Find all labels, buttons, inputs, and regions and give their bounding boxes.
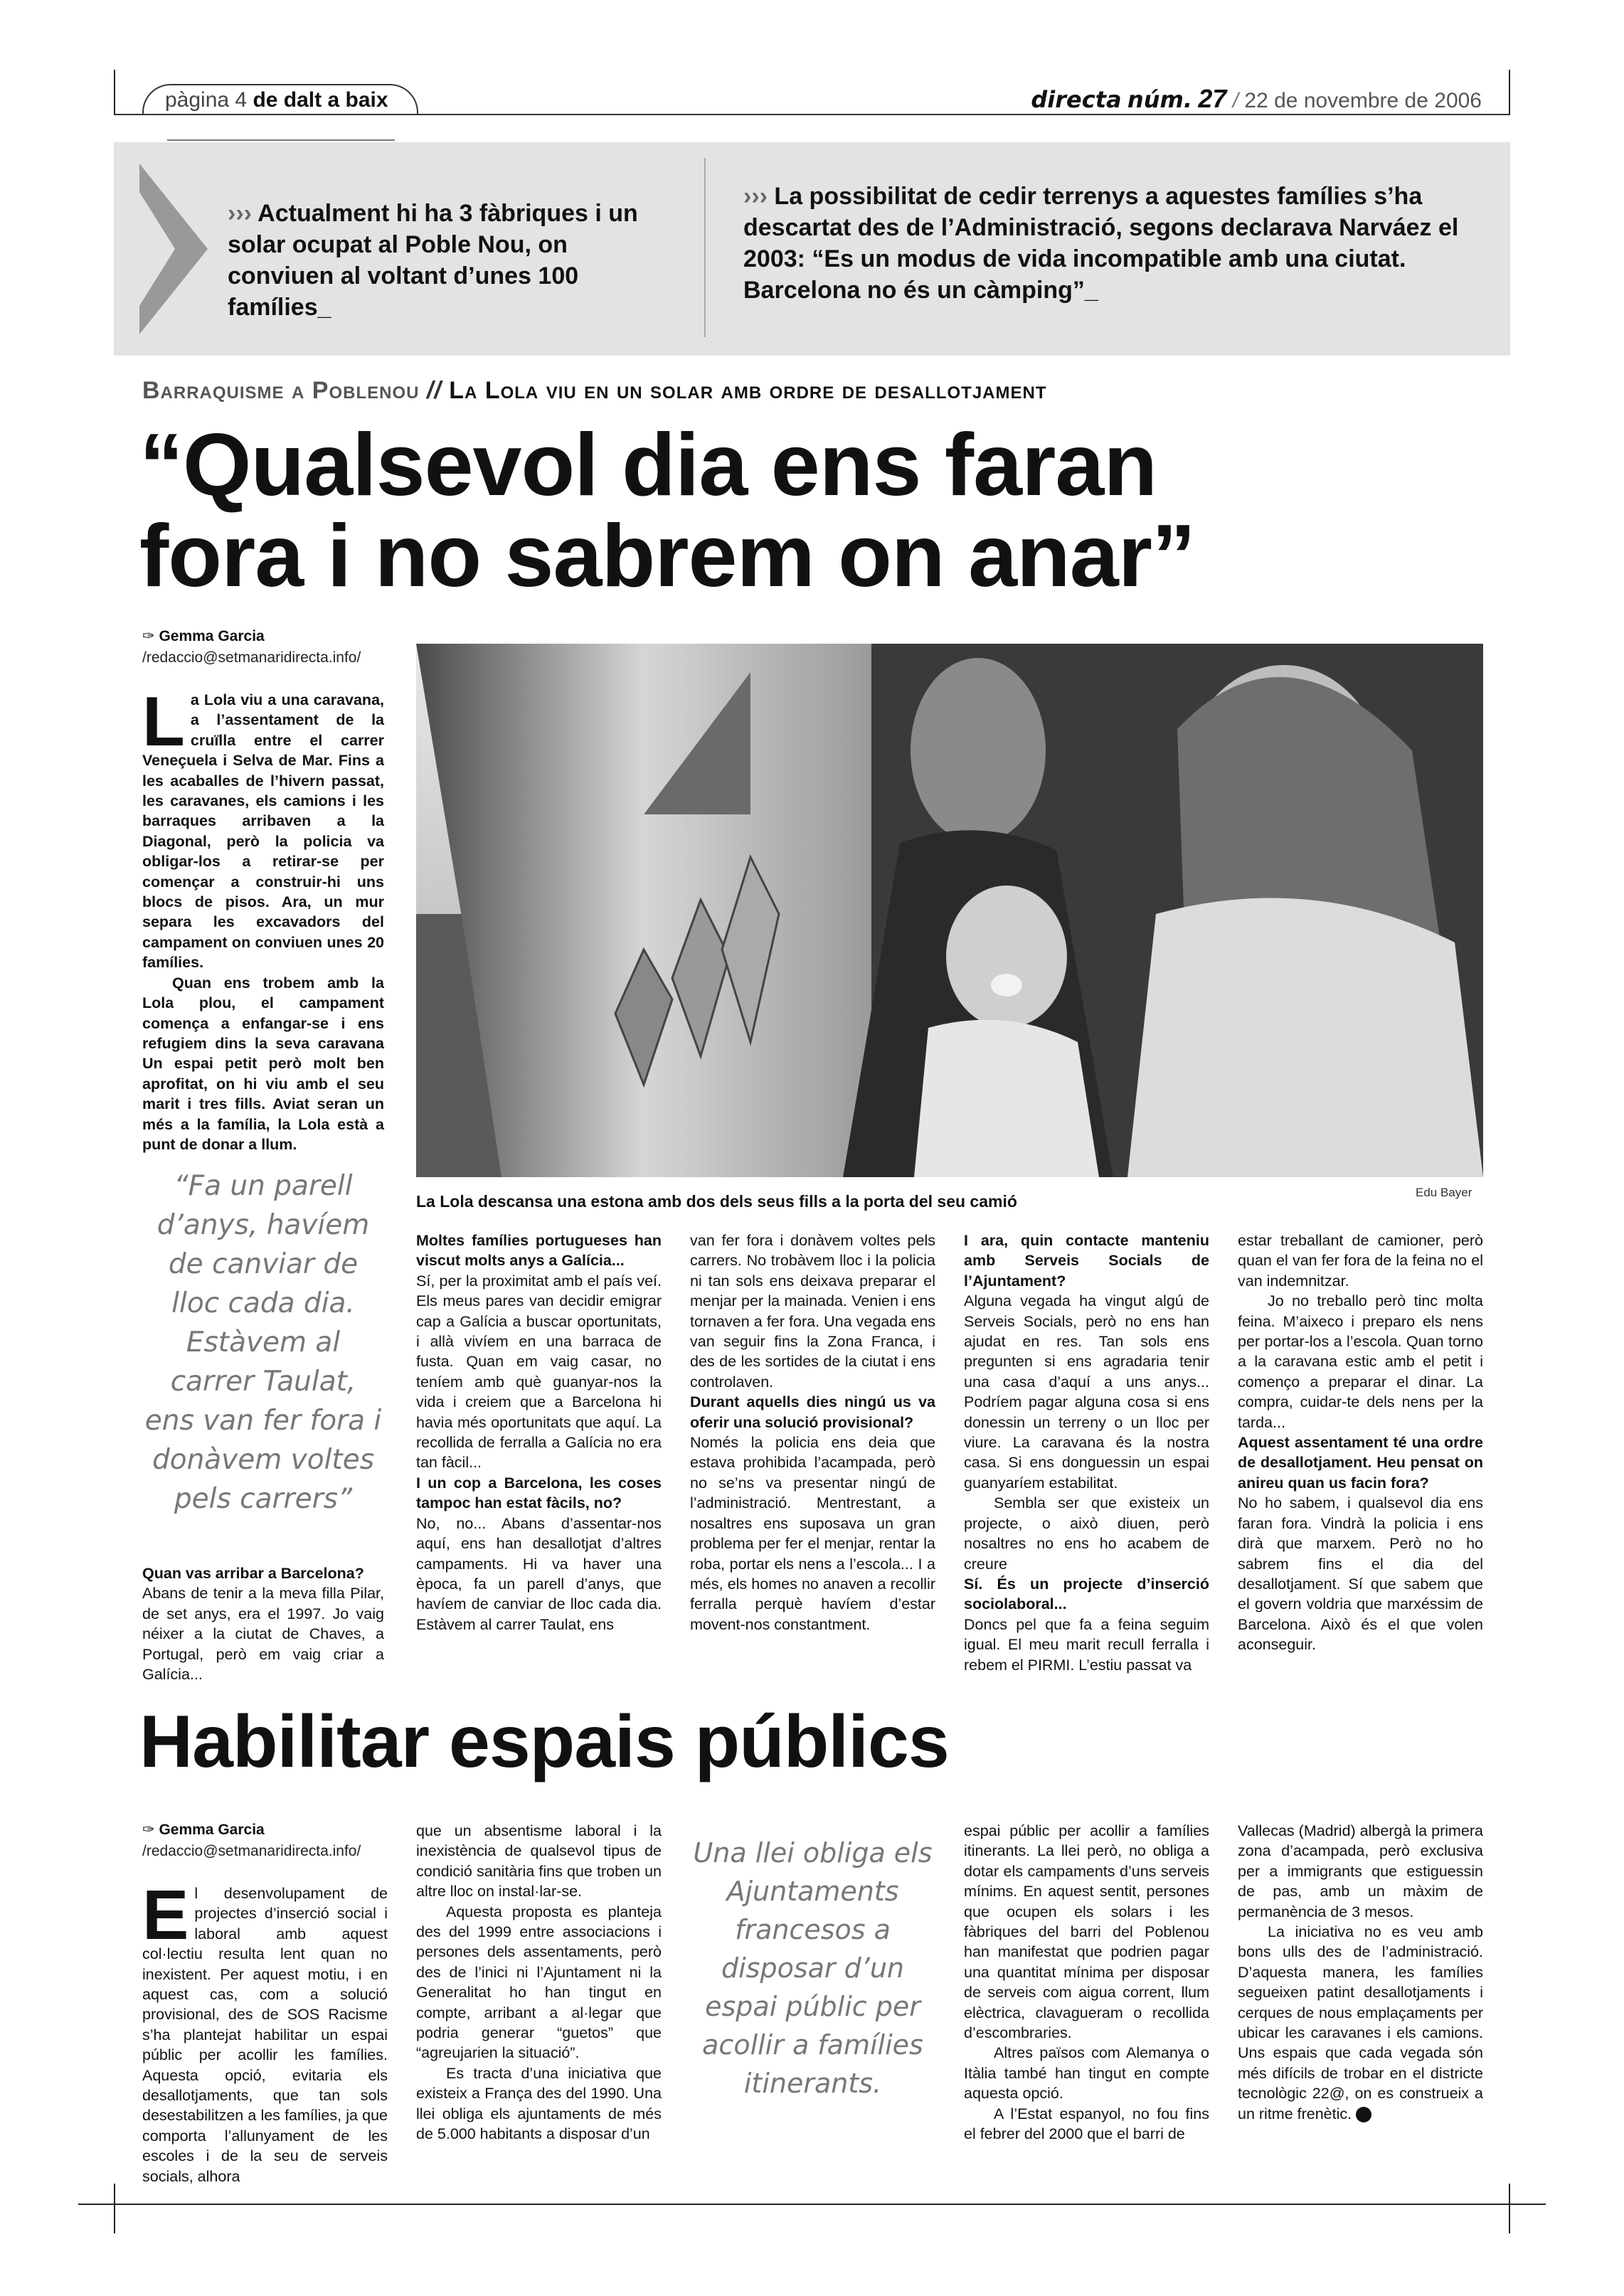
issue-info xyxy=(1031,84,1482,114)
question: Durant aquells dies ningú us va oferir una solució provisional? xyxy=(690,1393,935,1431)
article2-column-2 xyxy=(416,1821,662,2144)
end-mark-icon xyxy=(1356,2107,1371,2122)
question: Sí. És un projecte d’inserció sociolaboral... xyxy=(964,1575,1209,1613)
photo-caption: La Lola descansa una estona amb dos dels seus fills a la porta del seu camió xyxy=(416,1192,1017,1211)
interview-column-3 xyxy=(690,1231,935,1635)
bottom-rule xyxy=(78,2204,1546,2205)
answer: No ho sabem, i qualsevol dia ens faran fora. Vindrà la policia i ens dirà que marxem. Però no ho sabrem fins el dia del desallotjament. Sí que sabem que el govern voldria que marxéssim de Barcelona. Això és el que volen aconseguir. xyxy=(1238,1494,1483,1654)
photo-credit: Edu Bayer xyxy=(1416,1186,1472,1199)
paragraph: La iniciativa no es veu amb bons ulls des de l’administració. D’aquesta manera, les famílies segueixen patint desallotjaments i cerques de nous emplaçaments per ubicar les caravanes i els camions. Uns espais que cada vegada són més difícils de trobar en el districte tecnològic 22@, on es construeix a un ritme frenètic. xyxy=(1238,1923,1483,2122)
highlight-text: Actualment hi ha 3 fàbriques i un solar ocupat al Poble Nou, on conviuen al voltant d’unes 100 famílies_ xyxy=(228,200,638,321)
lead-column xyxy=(142,682,384,1154)
article2-column-4 xyxy=(964,1821,1209,2144)
question: Aquest assentament té una ordre de desallotjament. Heu pensat on anireu quan us facin fora? xyxy=(1238,1434,1483,1492)
date-separator: / xyxy=(1232,89,1239,112)
interview-column-4 xyxy=(964,1231,1209,1675)
paragraph: A l’Estat espanyol, no fou fins el febrer del 2000 que el barri de xyxy=(964,2105,1209,2143)
drop-cap: E xyxy=(142,1876,189,1954)
headline-line-1: “Qualsevol dia ens faran xyxy=(139,416,1157,514)
paragraph: Aquesta proposta es planteja des del 1999 entre associacions i persones dels assentaments, però des de l’inici ni l’Ajuntament ni la Generalitat ho han tingut en compte, arribant a al·legar que podria generar “guetos” que “agreujarien la situació”. xyxy=(416,1903,662,2062)
photo-illustration xyxy=(416,644,1483,1177)
highlights-band xyxy=(114,142,1510,356)
arrow-chevron-icon xyxy=(134,164,212,334)
header-rule xyxy=(114,114,1510,115)
interview-column-1 xyxy=(142,1563,384,1684)
highlight-1 xyxy=(228,198,669,323)
highlight-2 xyxy=(743,181,1469,306)
paragraph: Altres països com Alemanya o Itàlia també han tingut en compte aquesta opció. xyxy=(964,2044,1209,2103)
answer: Només la policia ens deia que estava prohibida l’acampada, però no se’ns va presentar ningú de l’administració. Mentrestant, a nosaltres ens suposava un gran problema per fer el menjar, rentar la roba, portar els nens a l’escola... I a més, els homes no anaven a recollir ferralla perquè havíem d’estar movent-nos constantment. xyxy=(690,1434,935,1633)
article-photo xyxy=(416,644,1483,1177)
kicker-separator: // xyxy=(426,377,442,404)
answer: No, no... Abans d’assentar-nos aquí, ens han desallotjat d’altres campaments. Hi va haver una època, fa un parell d’anys, que havíem de canviar de lloc cada dia. Estàvem al carrer Taulat, ens xyxy=(416,1514,662,1633)
answer: Sembla ser que existeix un projecte, o això diuen, però nosaltres no ens ho acabem de creure xyxy=(964,1494,1209,1573)
byline xyxy=(142,626,361,669)
paragraph: Es tracta d’una iniciativa que existeix a França des del 1990. Una llei obliga els ajuntaments de més de 5.000 habitants a disposar d’un xyxy=(416,2064,662,2143)
answer: van fer fora i donàvem voltes pels carrers. No trobàvem lloc i la policia ni tan sols ens deixava preparar el menjar per la mainada. Venien i ens tornaven a fer fora. Una vegada ens van seguir fins la Zona Franca, i des de les sortides de la ciutat i ens controlaven. xyxy=(690,1232,935,1391)
answer: Jo no treballo però tinc molta feina. M’aixeco i preparo els nens per portar-los a l’escola. Quan torno a la caravana estic amb el petit i començo a preparar el dinar. La compra, cuidar-te dels nens per la tarda... xyxy=(1238,1292,1483,1431)
headline-line-2: fora i no sabrem on anar” xyxy=(139,507,1196,605)
author-email[interactable]: /redaccio@setmanaridirecta.info/ xyxy=(142,1843,361,1859)
kicker-topic: Barraquisme a Poblenou xyxy=(142,377,420,404)
article-kicker xyxy=(142,377,1047,405)
pull-quote: “Fa un parell d’anys, havíem de canviar de lloc cada dia. Estàvem al carrer Taulat, ens van fer fora i donàvem voltes pels carrers” xyxy=(144,1170,382,1515)
page-label: pàgina 4 xyxy=(165,88,248,112)
band-divider xyxy=(704,158,706,337)
answer: estar treballant de camioner, però quan el van fer fora de la feina no el van indemnitzar. xyxy=(1238,1232,1483,1290)
kicker-subtopic: La Lola viu en un solar amb ordre de desallotjament xyxy=(449,377,1047,404)
question: Quan vas arribar a Barcelona? xyxy=(142,1565,364,1582)
answer: Abans de tenir a la meva filla Pilar, de set anys, era el 1997. Jo vaig néixer a la ciutat de Chaves, a Portugal, però em vaig criar a Galícia... xyxy=(142,1585,384,1684)
byline xyxy=(142,1819,361,1862)
highlight-marker: ››› xyxy=(743,183,768,210)
crop-mark xyxy=(1509,70,1510,114)
answer: Doncs pel que fa a feina seguim igual. El meu marit recull ferralla i rebem el PIRMI. L’estiu passat va xyxy=(964,1615,1209,1674)
pull-quote: Una llei obliga els Ajuntaments francesos a disposar d’un espai públic per acollir a famílies itinerants. xyxy=(693,1837,933,2099)
crop-mark xyxy=(114,2184,115,2233)
answer: Sí, per la proximitat amb el país veí. Els meus pares van decidir emigrar cap a Galícia a buscar oportunitats, i allà vivíem en una barraca de fusta. Quan em vaig casar, no teníem amb què guanyar-nos la vida i creiem que a Barcelona hi havia més oportunitats que aquí. La recollida de ferralla a Galícia no era tan fàcil... xyxy=(416,1272,662,1472)
article2-column-5 xyxy=(1238,1821,1483,2124)
question: Moltes famílies portugueses han viscut molts anys a Galícia... xyxy=(416,1232,662,1270)
interview-column-5 xyxy=(1238,1231,1483,1655)
highlight-text: La possibilitat de cedir terrenys a aquestes famílies s’ha descartat des de l’Administració, segons declarava Narváez el 2003: “Es un modus de vida incompatible amb una ciutat. Barcelona no és un càmping”_ xyxy=(743,183,1459,304)
paragraph: l desenvolupament de projectes d’inserció social i laboral amb aquest col·lectiu resulta lent quan no inexistent. Per aquest motiu, i en aquest cas, com a solució provisional, des de SOS Racisme s’ha plantejat habilitar un espai públic per acollir les famílies. Aquesta opció, evitaria els desallotjaments, que tan sols desestabilitzen a les famílies, ja que comporta l’allunyament de les escoles i de la seu de serveis socials, alhora xyxy=(142,1885,388,2185)
pen-icon: ✑ xyxy=(142,1822,155,1838)
pen-icon: ✑ xyxy=(142,628,155,644)
section-name: de dalt a baix xyxy=(253,88,388,112)
drop-cap: L xyxy=(142,682,185,760)
article2-column-1 xyxy=(142,1876,388,2186)
publication-name: directa xyxy=(1031,86,1122,113)
crop-mark xyxy=(1509,2184,1510,2233)
question: I ara, quin contacte manteniu amb Serveis Socials de l’Ajuntament? xyxy=(964,1232,1209,1290)
page-section-tab xyxy=(142,84,418,114)
lead-paragraph-2: Quan ens trobem amb la Lola plou, el campament comença a enfangar-se i ens refugiem dins la seva caravana Un espai petit però molt ben aprofitat, on hi viu amb el seu marit i tres fills. Aviat seran un més a la família, la Lola està a punt de donar a llum. xyxy=(142,974,384,1153)
issue-date: 22 de novembre de 2006 xyxy=(1244,89,1482,112)
paragraph: que un absentisme laboral i la inexistència de qualsevol tipus de condició sanitària fins que troben un altre lloc on instal·lar-se. xyxy=(416,1822,662,1901)
lead-paragraph: a Lola viu a una caravana, a l’assentament de la cruïlla entre el carrer Veneçuela i Selva de Mar. Fins a les acaballes de l’hivern passat, les caravanes, els camions i les barraques arribaven a la Diagonal, però la policia va obligar-los a retirar-se per començar a construir-hi uns blocs de pisos. Ara, un mur separa les excavadors del campament on conviuen unes 20 famílies. xyxy=(142,691,384,972)
author-name: Gemma Garcia xyxy=(159,1822,265,1838)
question: I un cop a Barcelona, les coses tampoc han estat fàcils, no? xyxy=(416,1474,662,1512)
interview-column-2 xyxy=(416,1231,662,1635)
issue-prefix: núm. xyxy=(1127,86,1192,113)
page-title xyxy=(139,416,1349,605)
answer: Alguna vegada ha vingut algú de Serveis Socials, però no ens han ajudat en res. Tan sols ens pregunten si ens agradaria tenir una casa d’aquí a uns anys... Podríem pagar alguna cosa si ens donessin un terreny o un lloc per viure. La caravana és la nostra casa. Si ens donguessin un espai guanyaríem estabilitat. xyxy=(964,1292,1209,1492)
author-name: Gemma Garcia xyxy=(159,628,265,644)
issue-number: 27 xyxy=(1198,84,1227,113)
author-email[interactable]: /redaccio@setmanaridirecta.info/ xyxy=(142,649,361,666)
paragraph: espai públic per acollir a famílies itinerants. La llei però, no obliga a dotar els campaments d’uns serveis mínims. En aquest sentit, persones que ocupen els solars i les fàbriques del barri del Poblenou han manifestat que podrien pagar una quantitat mínima per disposar de serveis com aigua corrent, llum elèctrica, clavagueram o recollida d’escombraries. xyxy=(964,1822,1209,2042)
crop-mark xyxy=(114,70,115,114)
highlight-marker: ››› xyxy=(228,200,252,227)
paragraph: Vallecas (Madrid) albergà la primera zona d’acampada, però exclusiva per a immigrants que estiguessin de pas, amb un màxim de permanència de 3 mesos. xyxy=(1238,1822,1483,1920)
band-tab-line xyxy=(167,139,395,141)
section-headline: Habilitar espais públics xyxy=(139,1701,949,1783)
